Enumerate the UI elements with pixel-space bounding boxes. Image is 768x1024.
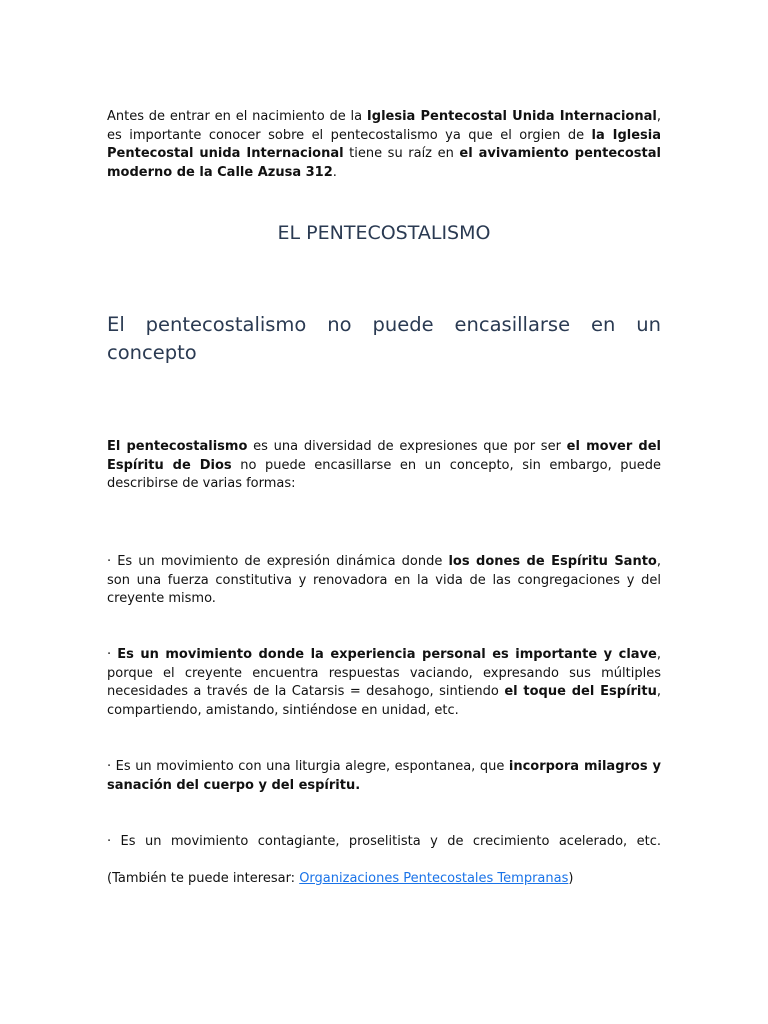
definition-bold-2: el mover del Espíritu de Dios (107, 439, 661, 473)
sub-heading: El pentecostalismo no puede encasillarse en un concepto (107, 313, 661, 364)
bullet1-bold-1: los dones de Espíritu Santo (448, 554, 657, 569)
bullet2-text-3: , compartiendo, amistando, sintiéndose en unidad, etc. (107, 684, 662, 718)
bullet4-text-1: · Es un movimiento contagiante, proselitista y de crecimiento acelerado, etc. (107, 834, 661, 849)
bullet1-text-2: , son una fuerza constitutiva y renovadora en la vida de las congregaciones y del creyente mismo. (107, 554, 661, 606)
bullet-paragraph-4 (107, 833, 661, 852)
definition-bold-1: El pentecostalismo (107, 439, 248, 454)
bullet2-bold-1: Es un movimiento donde la experiencia personal es importante y clave (117, 647, 657, 662)
intro-paragraph (107, 108, 661, 182)
intro-bold-3: el avivamiento pentecostal moderno de la Calle Azusa 312 (107, 146, 661, 180)
intro-bold-2: la Iglesia Pentecostal unida Internacional (107, 127, 661, 161)
definition-text-1: es una diversidad de expresiones que por ser (247, 439, 567, 454)
bullet-paragraph-2 (107, 646, 661, 720)
definition-paragraph (107, 438, 661, 494)
main-heading: EL PENTECOSTALISMO (277, 222, 491, 244)
intro-text-2: , es importante conocer sobre el pentecostalismo ya que el orgien de (107, 109, 661, 143)
bullet2-text-1: · (107, 647, 118, 662)
intro-text-3: tiene su raíz en (343, 146, 460, 161)
bullet2-text-2: , porque el creyente encuentra respuestas vaciando, expresando sus múltiples necesidades a través de la Catarsis = desahogo, sintiendo (107, 647, 662, 699)
related-suffix: ) (568, 871, 574, 886)
intro-text-4: . (332, 164, 337, 180)
intro-text-1: Antes de entrar en el nacimiento de la (107, 109, 367, 124)
bullet-paragraph-1 (107, 553, 661, 609)
related-article-link[interactable]: Organizaciones Pentecostales Tempranas (299, 871, 569, 886)
related-link-paragraph (107, 870, 661, 889)
bullet2-bold-2: el toque del Espíritu (504, 684, 657, 699)
bullet-paragraph-3 (107, 758, 661, 795)
intro-bold-1: Iglesia Pentecostal Unida Internacional (366, 109, 657, 124)
bullet3-text-1: · Es un movimiento con una liturgia alegre, espontanea, que (107, 759, 509, 774)
bullet1-text-1: · Es un movimiento de expresión dinámica donde (107, 554, 449, 569)
definition-text-2: no puede encasillarse en un concepto, sin embargo, puede describirse de varias formas: (107, 457, 662, 491)
related-prefix: (También te puede interesar: (107, 871, 300, 886)
bullet3-bold-1: incorpora milagros y sanación del cuerpo y del espíritu. (107, 759, 661, 793)
